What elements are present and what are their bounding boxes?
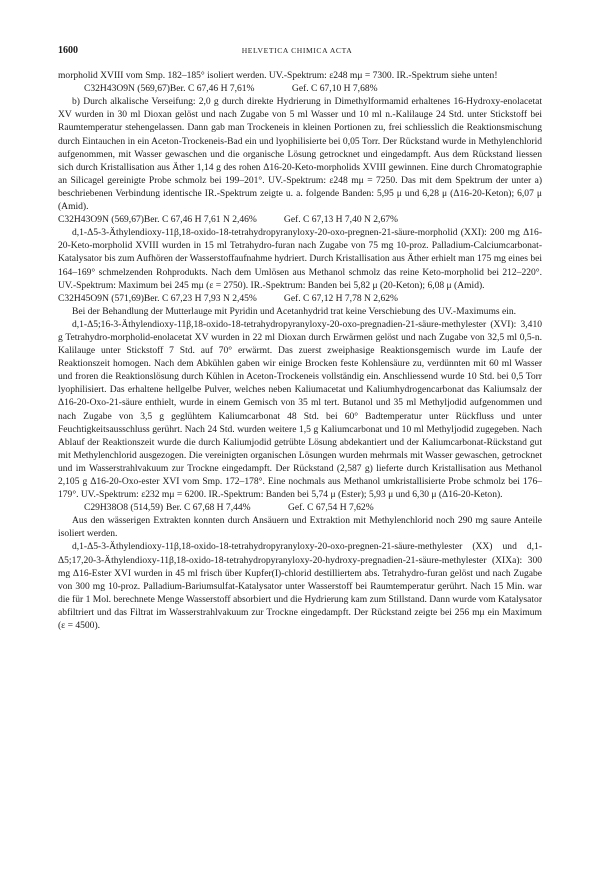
paragraph-5: d,1-Δ5;16-3-Äthylendioxy-11β,18-oxido-18-tetrahydropyranyloxy-20-oxo-pregnadien-21-säure-methylester (XVI): 3,410 g Tetrahydro-morpholid-enolacetat XV wurden in 22 ml Dioxan durch Erwärmen gelöst und nach Zugabe von 32,5 ml 0,5-n. Kalilauge unter Stickstoff 7 Std. auf 70° erwärmt. Das zuerst zweiphasige Reaktionsgemisch wurde im Laufe der Reaktionszeit homogen. Nach dem Abkühlen gaben wir einige Brocken feste Kohlensäure zu, verdünnten mit 60 ml Wasser und froren die Reaktionslösung durch Kühlen in Aceton-Trockeneis vollständig ein. Anschliessend wurde 10 Std. bei 0,5 Torr lyophilisiert. Das erhaltene hellgelbe Pulver, welches neben Kaliumacetat und Kaliumhydrogencarbonat das Kaliumsalz der Δ16-20-Oxo-21-säure enthielt, wurde in einem Gemisch von 35 ml tert. Butanol und 35 ml Methyljodid aufgenommen und nach Zugabe von 3,5 g geglühtem Kaliumcarbonat 48 Std. bei 60° Badtemperatur unter Rückfluss und unter Feuchtigkeitsausschluss gerührt. Nach 24 Std. wurden weitere 1,5 g Kaliumcarbonat und 10 ml Methyljodid zugegeben. Nach Ablauf der Reaktionszeit wurde die durch Kaliumjodid getrübte Lösung abdekantiert und der Kaliumcarbonat-Rückstand gut mit Methylenchlorid ausgezogen. Die vereinigten organischen Lösungen wurden mehrmals mit Wasser gewaschen, getrocknet und im Wasserstrahlvakuum zur Trockne eingedampft. Der Rückstand (2,587 g) lieferte durch Kristallisation aus Methanol 2,105 g Δ16-20-Oxo-ester XVI vom Smp. 172–178°. Eine nochmals aus Methanol umkristallisierte Probe schmolz bei 176–179°. UV.-Spektrum: ε232 mμ = 6200. IR.-Spektrum: Banden bei 5,74 μ (Ester); 5,93 μ und 6,30 μ (Δ16-20-Keton).: [58, 318, 542, 501]
formula-found: Gef. C 67,12 H 7,78 N 2,62%: [283, 292, 398, 304]
paragraph-1: morpholid XVIII vom Smp. 182–185° isoliert werden. UV.-Spektrum: ε248 mμ = 7300. IR.-Spektrum siehe unten!: [58, 70, 498, 82]
paragraph-2: b) Durch alkalische Verseifung: 2,0 g durch direkte Hydrierung in Dimethylformamid erhaltenes 16-Hydroxy-enolacetat XV wurden in 30 ml Dioxan gelöst und nach Zugabe von 5 ml Wasser und 10 ml n.-Kalilauge 24 Std. unter Stickstoff bei Raumtemperatur stehengelassen. Dann gab man Trockeneis in kleinen Portionen zu, frei schliesslich die Reaktionsmischung durch Eintauchen in ein Aceton-Trockeneis-Bad ein und lyophilisierte bei 0,05 Torr. Der Rückstand wurde in Methylenchlorid aufgenommen, mit Wasser gewaschen und die organische Lösung getrocknet und eingedampft. Aus dem Rückstand liessen sich durch Kristallisation aus Äther 1,14 g des rohen Δ16-20-Keto-morpholids XVIII gewinnen. Eine durch Chromatographie an Silicagel gereinigte Probe schmolz bei 199–201°. UV.-Spektrum: ε248 mμ = 7250. Das mit dem Spektrum der unter a) beschriebenen Verbindung identische IR.-Spektrum zeigte u. a. folgende Banden: 5,95 μ und 6,28 μ (Δ16-20-Keton); 6,07 μ (Amid).: [58, 96, 542, 213]
formula-composition: C29H38O8 (514,59): [84, 502, 164, 514]
formula-line-1: [58, 82, 542, 95]
formula-composition: C32H45O9N (571,69): [58, 292, 144, 304]
journal-title: HELVETICA CHIMICA ACTA: [241, 46, 353, 55]
formula-calculated: Ber. C 67,46 H 7,61%: [169, 83, 255, 95]
paragraph-3: d,1-Δ5-3-Äthylendioxy-11β,18-oxido-18-tetrahydropyranyloxy-20-oxo-pregnen-21-säure-morpholid (XXI): 200 mg Δ16-20-Keto-morpholid XVIII wurden in 15 ml Tetrahydro-furan nach Zugabe von 75 mg 10-proz. Palladium-Calciumcarbonat-Katalysator bis zum Aufhören der Wasserstoffaufnahme hydriert. Durch Kristallisation aus Äther erhielt man 175 mg eines bei 164–169° schmelzenden Rohprodukts. Nach dem Umlösen aus Methanol schmolz das reine Keto-morpholid bei 212–220°. UV.-Spektrum: Maximum bei 245 mμ (ε = 2750). IR.-Spektrum: Banden bei 5,82 μ (20-Keton); 6,08 μ (Amid).: [58, 227, 542, 291]
formula-line-3: [58, 292, 542, 305]
formula-composition: C32H43O9N (569,67): [58, 214, 144, 226]
formula-calculated: Ber. C 67,23 H 7,93 N 2,45%: [143, 292, 257, 304]
paragraph-6: Aus den wässerigen Extrakten konnten durch Ansäuern und Extraktion mit Methylenchlorid noch 290 mg saure Anteile isoliert werden.: [58, 515, 542, 540]
formula-line-4: [58, 501, 542, 514]
formula-calculated: Ber. C 67,46 H 7,61 N 2,46%: [143, 214, 257, 226]
paragraph-4: Bei der Behandlung der Mutterlauge mit Pyridin und Acetanhydrid trat keine Verschiebung des UV.-Maximums ein.: [72, 305, 517, 317]
paragraph-7: d,1-Δ5-3-Äthylendioxy-11β,18-oxido-18-tetrahydropyranyloxy-20-oxo-pregnen-21-säure-methylester (XX) und d,1-Δ5;17,20-3-Äthylendioxy-11β,18-oxido-18-tetrahydropyranyloxy-20-hydroxy-pregnadien-21-säure-methylester (XIXa): 300 mg Δ16-Ester XVI wurden in 45 ml frisch über Kupfer(I)-chlorid destilliertem abs. Tetrahydro-furan gelöst und nach Zugabe von 300 mg 10-proz. Palladium-Bariumsulfat-Katalysator unter Wasserstoff bei Raumtemperatur gerührt. Nach 15 Min. war die für 1 Mol. berechnete Menge Wasserstoff absorbiert und die Hydrierung kam zum Stillstand. Dann wurde vom Katalysator abfiltriert und das Filtrat im Wasserstrahlvakuum zur Trockne eingedampft. Der Rückstand zeigte bei 256 mμ ein Maximum (ε = 4500).: [58, 541, 542, 632]
formula-found: Gef. C 67,10 H 7,68%: [291, 83, 378, 95]
formula-calculated: Ber. C 67,68 H 7,44%: [166, 502, 251, 514]
document-page: [58, 44, 542, 632]
formula-line-2: [58, 213, 542, 226]
page-header: [58, 44, 542, 57]
formula-found: Gef. C 67,13 H 7,40 N 2,67%: [283, 214, 398, 226]
formula-found: Gef. C 67,54 H 7,62%: [288, 502, 374, 514]
formula-composition: C32H43O9N (569,67): [84, 83, 170, 95]
page-number: 1600: [58, 45, 78, 56]
